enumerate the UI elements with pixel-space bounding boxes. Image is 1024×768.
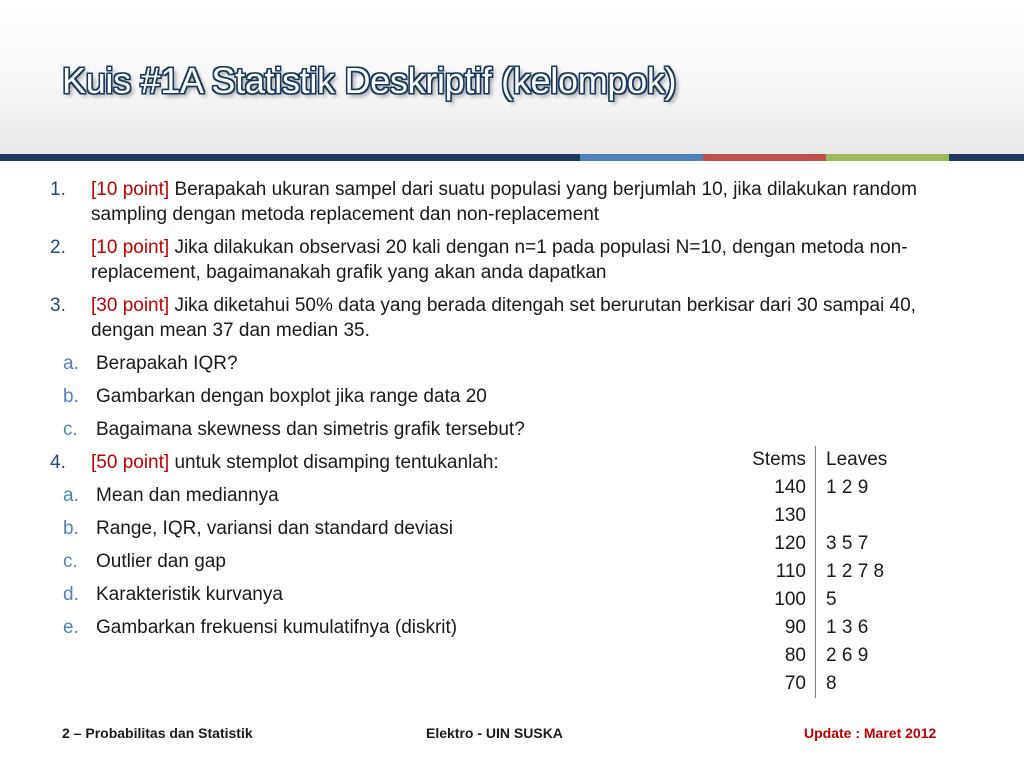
leaves-cell bbox=[816, 502, 937, 530]
sub-question-letter: c. bbox=[63, 551, 78, 572]
leaves-cell: 8 bbox=[826, 673, 837, 694]
sub-question-item bbox=[50, 384, 950, 409]
stem-cell: 100 bbox=[727, 586, 816, 614]
stemplot-row bbox=[727, 502, 936, 530]
question-text: untuk stemplot disamping tentukanlah: bbox=[169, 452, 499, 473]
stem-cell: 90 bbox=[727, 614, 816, 642]
sub-question-text: Karakteristik kurvanya bbox=[96, 584, 283, 605]
sub-question-text: Berapakah IQR? bbox=[96, 353, 238, 374]
sub-question-text: Range, IQR, variansi dan standard deviasi bbox=[96, 518, 453, 539]
leaves-cell: 2 6 9 bbox=[826, 645, 869, 666]
stemplot-row bbox=[727, 474, 936, 502]
sub-question-item bbox=[50, 417, 950, 442]
question-item bbox=[50, 293, 950, 343]
sub-question-letter: a. bbox=[63, 353, 79, 374]
sub-question-letter: b. bbox=[63, 386, 79, 407]
leaves-cell: 1 3 6 bbox=[826, 617, 869, 638]
sub-question-item bbox=[50, 351, 950, 376]
sub-question-letter: e. bbox=[63, 617, 79, 638]
stem-cell: 130 bbox=[727, 502, 816, 530]
question-points: [50 point] bbox=[91, 452, 170, 473]
footer-course: 2 – Probabilitas dan Statistik bbox=[62, 725, 253, 741]
stemplot-row bbox=[727, 642, 936, 670]
question-number: 3. bbox=[50, 295, 66, 316]
sub-question-letter: d. bbox=[63, 584, 79, 605]
stems-header: Stems bbox=[727, 446, 816, 474]
sub-question-letter: b. bbox=[63, 518, 79, 539]
stemplot-row bbox=[727, 614, 936, 642]
question-points: [30 point] bbox=[91, 295, 170, 316]
sub-question-text: Outlier dan gap bbox=[96, 551, 226, 572]
stem-cell: 70 bbox=[727, 670, 816, 698]
sub-question-text: Mean dan mediannya bbox=[96, 485, 279, 506]
question-item bbox=[50, 177, 950, 227]
leaves-header: Leaves bbox=[826, 449, 888, 470]
stemplot-row bbox=[727, 586, 936, 614]
sub-question-letter: a. bbox=[63, 485, 79, 506]
question-number: 1. bbox=[50, 179, 66, 200]
question-text: Jika dilakukan observasi 20 kali dengan n=1 pada populasi N=10, dengan metoda non-replacement, bagaimanakah grafik yang akan anda dapatkan bbox=[91, 237, 908, 283]
sub-question-text: Gambarkan dengan boxplot jika range data 20 bbox=[96, 386, 487, 407]
header-divider-green bbox=[826, 154, 949, 161]
leaves-cell: 1 2 7 8 bbox=[826, 561, 885, 582]
leaves-cell: 5 bbox=[826, 589, 837, 610]
question-number: 4. bbox=[50, 452, 66, 473]
leaves-cell: 1 2 9 bbox=[826, 477, 869, 498]
stemplot-row bbox=[727, 558, 936, 586]
header-divider-blue bbox=[580, 154, 703, 161]
stemplot-row bbox=[727, 670, 936, 698]
stemplot-header-row bbox=[727, 446, 936, 474]
header-divider-main bbox=[0, 154, 580, 161]
stem-cell: 80 bbox=[727, 642, 816, 670]
header-divider-end bbox=[949, 154, 1024, 161]
leaves-cell: 3 5 7 bbox=[826, 533, 869, 554]
stem-cell: 140 bbox=[727, 474, 816, 502]
question-item bbox=[50, 235, 950, 285]
question-text: Jika diketahui 50% data yang berada ditengah set berurutan berkisar dari 30 sampai 40, dengan mean 37 dan median 35. bbox=[91, 295, 916, 341]
stem-cell: 120 bbox=[727, 530, 816, 558]
stem-cell: 110 bbox=[727, 558, 816, 586]
header-divider-red bbox=[703, 154, 826, 161]
sub-question-text: Gambarkan frekuensi kumulatifnya (diskrit) bbox=[96, 617, 458, 638]
slide-title: Kuis #1A Statistik Deskriptif (kelompok) bbox=[62, 60, 677, 101]
sub-question-letter: c. bbox=[63, 419, 78, 440]
footer-update-date: Update : Maret 2012 bbox=[804, 725, 937, 741]
stemplot-row bbox=[727, 530, 936, 558]
footer-institution: Elektro - UIN SUSKA bbox=[426, 725, 563, 741]
question-points: [10 point] bbox=[91, 179, 170, 200]
question-text: Berapakah ukuran sampel dari suatu populasi yang berjumlah 10, jika dilakukan random sampling dengan metoda replacement dan non-replacement bbox=[91, 179, 917, 225]
question-number: 2. bbox=[50, 237, 66, 258]
stemplot-table bbox=[727, 446, 936, 698]
sub-question-text: Bagaimana skewness dan simetris grafik tersebut? bbox=[96, 419, 525, 440]
question-points: [10 point] bbox=[91, 237, 170, 258]
